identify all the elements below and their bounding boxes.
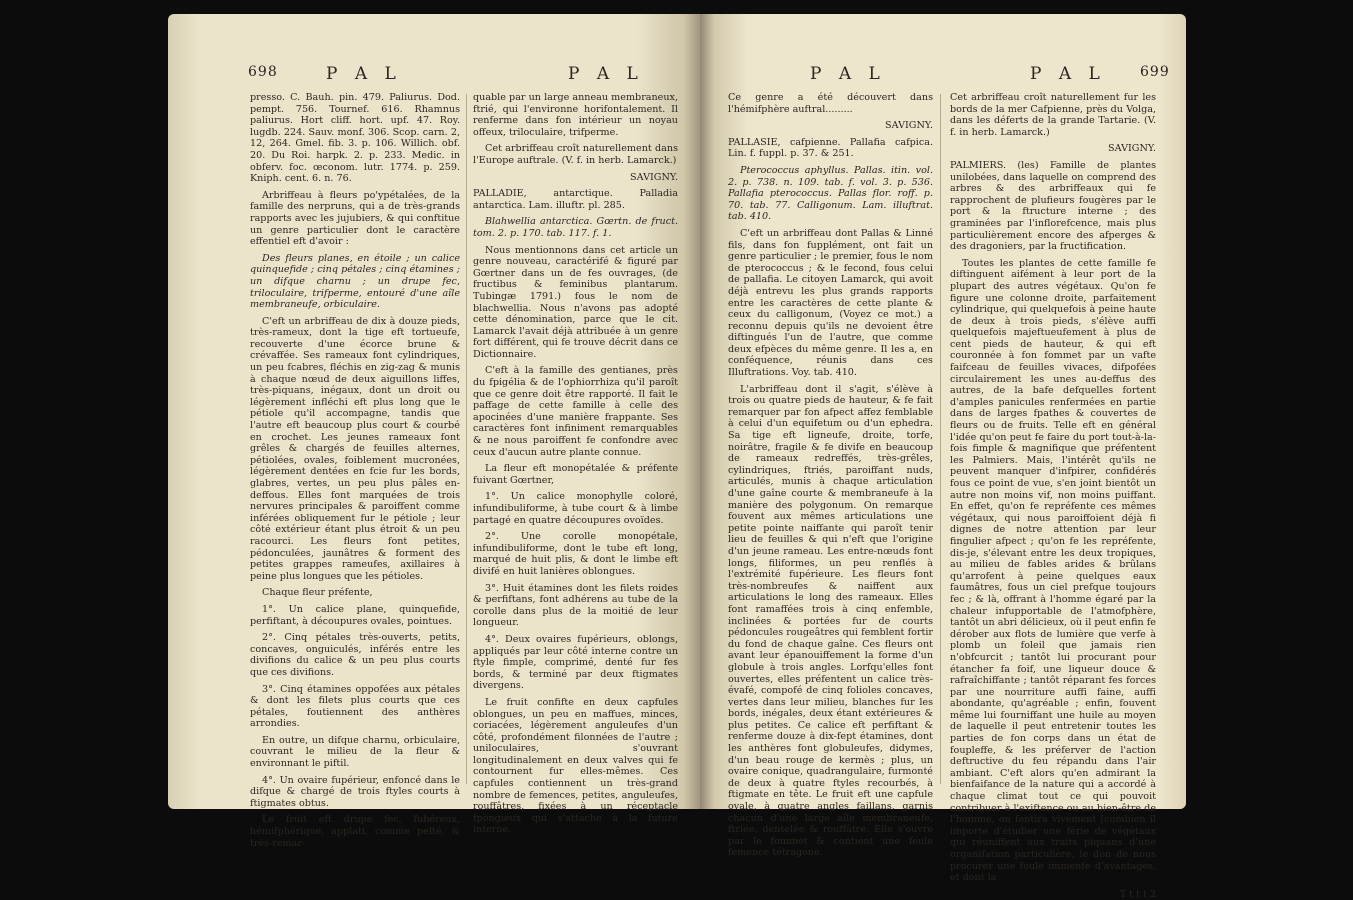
- paragraph: 3°. Huit étamines dont les filets roides & perfiftans, font adhérens au tube de la corolle dans plus de la moitié de leur longueur.: [473, 582, 678, 629]
- paragraph: Cet arbriffeau croît naturellement dans l'Europe auftrale. (V. f. in herb. Lamarck.): [473, 143, 678, 166]
- paragraph: Pterococcus aphyllus. Pallas. itin. vol. 2. p. 738. n. 109. tab. f. vol. 3. p. 536. Pallafia pterococcus. Pallas flor. roff. p. 70. tab. 77. Calligonum. Lam. illuftrat. tab. 410.: [728, 164, 933, 223]
- running-head-right-col1: P A L: [810, 64, 886, 84]
- running-head-right-col2: P A L: [1030, 64, 1106, 84]
- paragraph: 1°. Un calice monophylle coloré, infundibuliforme, à tube court & à limbe partagé en quatre découpures ovoïdes.: [473, 491, 678, 526]
- column-rule: [940, 94, 941, 784]
- entry-heading: PALMIERS. (les) Famille de plantes unilobées, dans laquelle on comprend des arbres & des arbriffeaux qui fe rapprochent de plufieurs fougères par le port & la ftructure interne ; des graminées par l'inflorefcence, mais plus particulièrement encore des afperges & des dragoniers, par la fructification.: [950, 159, 1156, 253]
- paragraph: Ce genre a été découvert dans l'hémifphère auftral.........: [728, 92, 933, 115]
- paragraph: En outre, un difque charnu, orbiculaire, couvrant le milieu de la fleur & environnant le piftil.: [250, 734, 460, 770]
- right-page-column-2: [950, 92, 1156, 900]
- paragraph: 2°. Cinq pétales très-ouverts, petits, concaves, onguiculés, inférés entre les divifions du calice & un peu plus courts que ces divifions.: [250, 632, 460, 678]
- paragraph: Cet arbriffeau croît naturellement fur les bords de la mer Cafpienne, près du Volga, dans les déferts de la grande Tartarie. (V. f. in herb. Lamarck.): [950, 92, 1156, 138]
- right-page: [700, 14, 1186, 900]
- paragraph: 1°. Un calice plane, quinquefide, perfiftant, à découpures ovales, pointues.: [250, 603, 460, 627]
- right-page-header: [700, 64, 1186, 88]
- paragraph: Arbriffeau à fleurs po'ypétalées, de la famille des nerpruns, qui a de très-grands rapports avec les jujubiers, & qui conftitue un genre particulier dont le caractère effentiel eft d'avoir :: [250, 189, 460, 248]
- paragraph: Toutes les plantes de cette famille fe diftinguent aifément à leur port de la plupart des autres végétaux. Qu'on fe figure une colonne droite, parfaitement cylindrique, qui quelquefois à peine haute de deux à trois pieds, s'élève auffi quelquefois majeftueufement à plus de cent pieds de hauteur, & qui eft couronnée à fon fommet par un vafte faifceau de feuilles vivaces, difpofées circulairement les unes au-deffus des autres, de la bafe defquelles fortent d'amples panicules renfermées en partie dans de larges fpathes & couvertes de fleurs ou de fruits. Telle eft en général l'idée qu'on peut fe faire du port tout-à-la-fois fimple & magnifique que préfentent les Palmiers. Mais, l'intérêt qu'ils ne peuvent manquer d'infpirer, confidérés fous ce point de vue, s'en joint bientôt un autre non moins vif, non moins puiffant. En effet, qu'on fe repréfente ces mêmes végétaux, qui nous paroiffoient déjà fi dignes de notre attention par leur fingulier afpect ; qu'on fe les repréfente, dis-je, s'élevant entre les deux tropiques, au milieu de fables arides & brûlans qu'arrofent à peine quelques eaux faumâtres, fous un ciel prefque toujours fec ; & là, offrant à l'homme égaré par la chaleur infupportable de l'atmofphère, tantôt un abri délicieux, où il peut enfin fe dérober aux flots de lumière que verfe à plomb un foleil que jamais rien n'obfcurcit ; tantôt lui procurant pour étancher fa foif, une liqueur douce & rafraîchiffante ; tantôt réparant fes forces par une nourriture auffi faine, auffi abondante, qu'agréable ; enfin, fouvent même lui fourniffant une huile au moyen de laquelle il peut entretenir toutes les parties de fon corps dans un état de foupleffe, & les préferver de l'action deftructive du feu répandu dans l'air ambiant. C'eft alors qu'en admirant la bienfaifance de la nature qui a accordé à chaque climat tout ce qui pouvoit contribuer à l'exiftence ou au bien-être de l'homme, on fentira vivement [combien il importe d'étudier une férie de végétaux qui réuniffent aux traits piquans d'une organifation particulière, le don de nous procurer une foule immenfe d'avantages, et dont la: [950, 257, 1156, 884]
- running-head-left-col2: P A L: [568, 64, 644, 84]
- paragraph: Chaque fleur préfente,: [262, 587, 373, 599]
- running-head-left-col1: P A L: [326, 64, 402, 84]
- page-number-left: 698: [248, 64, 278, 80]
- author-signature: SAVIGNY.: [630, 171, 678, 183]
- paragraph: L'arbriffeau dont il s'agit, s'élève à trois ou quatre pieds de hauteur, & fe fait remarquer par fon afpect affez femblable à celui d'un equifetum ou d'un ephedra. Sa tige eft ligneufe, droite, torfe, noirâtre, fragile & fe divife en beaucoup de rameaux redreffés, très-grêles, cylindriques, ftriés, paroiffant nuds, articulés, munis à chaque articulation d'une gaîne courte & membraneufe à la manière des polygonum. On remarque fouvent aux mêmes articulations une petite pointe naiffante qui paroît tenir lieu de feuilles & qui n'eft que l'origine d'un jeune rameau. Les entre-nœuds font longs, filiformes, un peu renflés à l'extrémité fupérieure. Les fleurs font très-nombreufes & naiffent aux articulations le long des rameaux. Elles font ramaffées trois à cinq enfemble, inclinées & portées fur de courts pédoncules rougeâtres qui femblent fortir du fond de chaque gaîne. Ces fleurs ont avant leur épanouiffement la forme d'un globule à trois angles. Lorfqu'elles font ouvertes, elles préfentent un calice très-évafé, compofé de cinq folioles concaves, vertes dans leur milieu, blanches fur les bords, inégales, deux étant extérieures & plus petites. Ce calice eft perfiftant & renferme douze à dix-fept étamines, dont les anthères font globuleufes, didymes, d'un beau rouge de kermès ; plus, un ovaire conique, quadrangulaire, furmonté de deux à quatre ftyles recourbés, à ftigmate en tête. Le fruit eft une capfule ovale, à quatre angles faillans, garnis chacun d'une large aîle membraneufe, ftriée, dentelée & rouffâtre. Elle s'ouvre par le fommet & contient une feule femence tétragone.: [728, 383, 933, 859]
- author-signature: SAVIGNY.: [885, 120, 933, 132]
- paragraph: 2°. Une corolle monopétale, infundibuliforme, dont le tube eft long, marqué de huit plis, & dont le limbe eft divifé en huit lanières oblongues.: [473, 531, 678, 577]
- author-signature: SAVIGNY.: [1108, 143, 1156, 155]
- page-number-right: 699: [1140, 64, 1170, 80]
- paragraph: quable par un large anneau membraneux, ftrié, qui l'environne horifontalement. Il renferme dans fon intérieur un noyau offeux, triloculaire, trifperme.: [473, 92, 678, 138]
- paragraph: C'eft un arbriffeau de dix à douze pieds, très-rameux, dont la tige eft tortueufe, recouverte d'une écorce brune & crévaffée. Ses rameaux font cylindriques, un peu fcabres, fléchis en zig-zag & munis à chaque nœud de deux aiguillons liffes, très-piquans, inégaux, dont un droit ou légèrement infléchi eft plus long que le pétiole qu'il accompagne, tandis que l'autre eft beaucoup plus court & courbé en crochet. Les jeunes rameaux font grêles & chargés de feuilles alternes, pétiolées, ovales, foiblement mucronées, légèrement dentées en fcie fur les bords, glabres, vertes, un peu plus pâles en-deffous. Elles font marquées de trois nervures principales & paroiffent comme inférées obliquement fur le pétiole ; leur côté extérieur étant plus étroit & un peu racourci. Les fleurs font petites, pédonculées, jaunâtres & forment des petites grappes rameufes, axillaires à peine plus longues que les pétioles.: [250, 315, 460, 582]
- signature-mark: T t t t 2: [1119, 888, 1156, 900]
- left-page-column-1: [250, 92, 460, 849]
- left-page: [168, 14, 700, 849]
- paragraph: Nous mentionnons dans cet article un genre nouveau, caractérifé & figuré par Gœrtner dans un de fes ouvrages, (de fructibus & feminibus plantarum. Tubingæ 1791.) fous le nom de blachwellia. Nous n'avons pas adopté cette dénomination, parce que le cit. Lamarck l'avait déjà attribuée à un genre fort différent, qui fe trouve décrit dans ce Dictionnaire.: [473, 244, 678, 360]
- paragraph: 4°. Un ovaire fupérieur, enfoncé dans le difque & chargé de trois ftyles courts à ftigmates obtus.: [250, 774, 460, 809]
- paragraph: Le fruit eft drupe fec, fubéreux, hémifphérique, applati, comme pelté, & très-remar-: [250, 814, 460, 849]
- paragraph: La fleur eft monopétalée & préfente fuivant Gœrtner,: [473, 463, 678, 486]
- left-page-column-2: [473, 92, 678, 836]
- paragraph: presso. C. Bauh. pin. 479. Paliurus. Dod. pempt. 756. Tournef. 616. Rhamnus paliurus. Hort cliff. hort. upf. 47. Roy. lugdb. 224. Sauv. monf. 306. Scop. carn. 2, 12, 264. Gmel. fib. 3. p. 106. Willich. obf. 20. Du Roi. harpk. 2. p. 233. Medic. in obferv. foc. œconom. lutr. 1774. p. 259. Kniph. cent. 6. n. 76.: [250, 92, 460, 185]
- paragraph: 3°. Cinq étamines oppofées aux pétales & dont les filets plus courts que ces pétales, foutiennent des anthères arrondies.: [250, 683, 460, 730]
- left-page-header: [168, 64, 700, 88]
- paragraph: Blahwellia antarctica. Gœrtn. de fruct. tom. 2. p. 170. tab. 117. f. 1.: [473, 216, 678, 239]
- entry-heading: PALLADIE, antarctique. Palladia antarctica. Lam. illuftr. pl. 285.: [473, 188, 678, 211]
- entry-heading: PALLASIE, cafpienne. Pallafia cafpica. Lin. f. fuppl. p. 37. & 251.: [728, 136, 933, 160]
- paragraph: C'eft un arbriffeau dont Pallas & Linné fils, dans fon fupplément, ont fait un genre particulier ; le premier, fous le nom de pterococcus ; & le fecond, fous celui de pallafia. Le citoyen Lamarck, qui avoit déjà entrevu les plus grands rapports entre les caractères de cette plante & ceux du calligonum, (Voyez ce mot.) a reconnu depuis qu'ils ne devoient être diftingués l'un de l'autre, que comme deux efpèces du même genre. Il les a, en conféquence, réunis dans ces Illuftrations. Voy. tab. 410.: [728, 227, 933, 379]
- paragraph: 4°. Deux ovaires fupérieurs, oblongs, appliqués par leur côté interne contre un ftyle fimple, comprimé, denté fur fes bords, & terminé par deux ftigmates divergens.: [473, 633, 678, 692]
- paragraph: Des fleurs planes, en étoile ; un calice quinquefide ; cinq pétales ; cinq étamines ; un difque charnu ; un drupe fec, triloculaire, trifperme, entouré d'une aîle membraneufe, orbiculaire.: [250, 252, 460, 311]
- column-rule: [466, 94, 467, 784]
- right-page-column-1: [728, 92, 933, 859]
- paragraph: C'eft à la famille des gentianes, près du fpigélia & de l'ophiorrhiza qu'il paroît que ce genre doit être rapporté. Il fait le paffage de cette famille à celle des apocinées d'une manière frappante. Ses caractères font infiniment remarquables & ne nous paroiffent fe confondre avec ceux d'aucun autre plante connue.: [473, 365, 678, 458]
- paragraph: Le fruit confifte en deux capfules oblongues, un peu en maffues, minces, coriacées, légèrement anguleufes d'un côté, profondément filonnées de l'autre ; uniloculaires, s'ouvrant longitudinalement en deux valves qui fe contournent fur elles-mêmes. Ces capfules contiennent un très-grand nombre de femences, petites, anguleufes, rouffâtres, fixées à un réceptacle fpongieux qui s'attache à la future interne.: [473, 696, 678, 836]
